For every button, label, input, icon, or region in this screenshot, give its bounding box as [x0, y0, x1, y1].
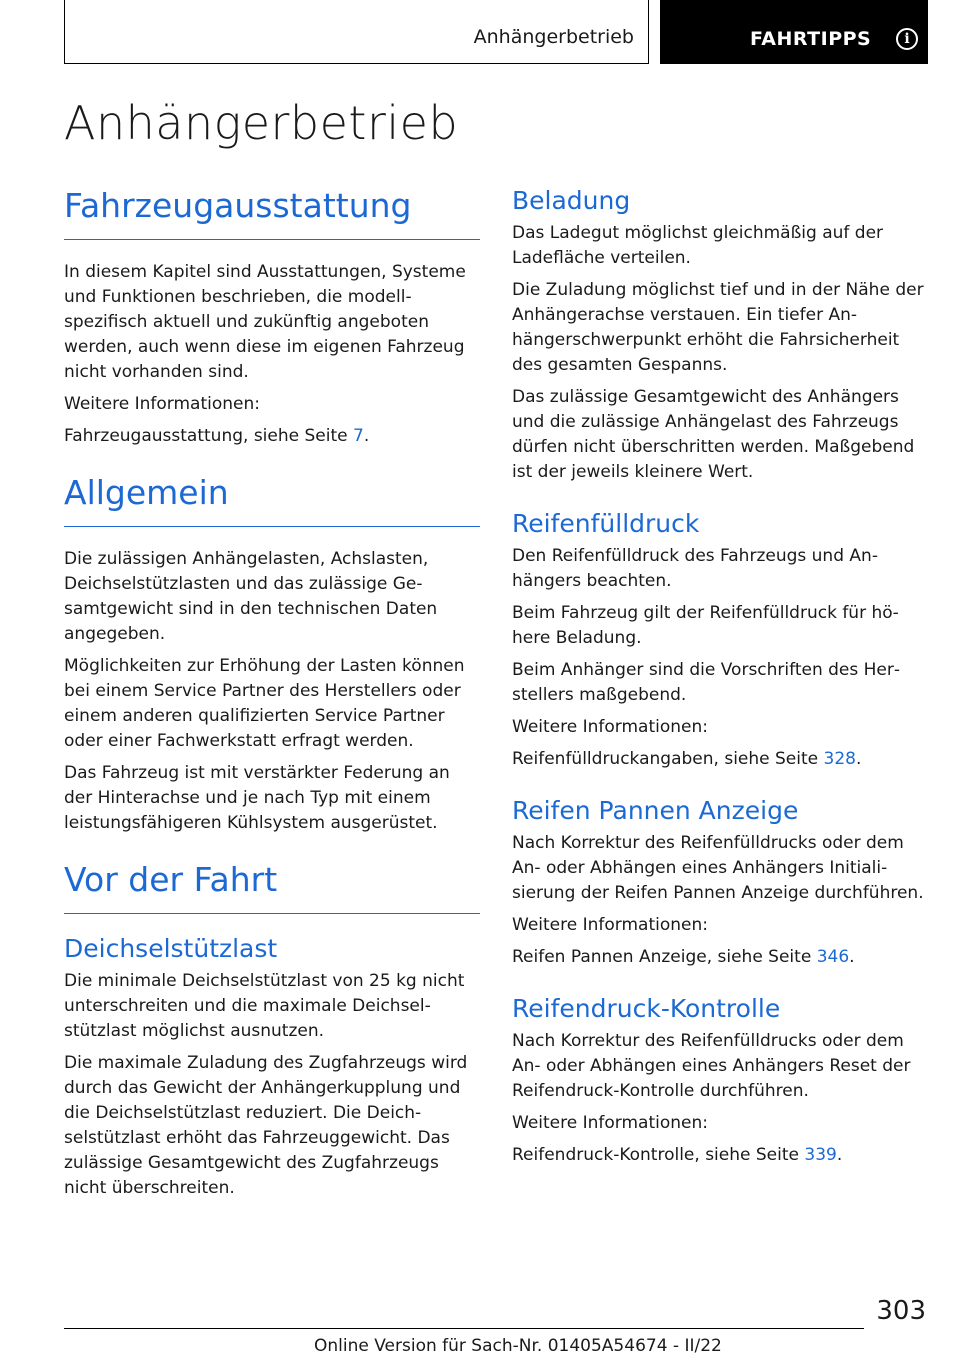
paragraph: Nach Korrektur des Reifenfülldrucks oder dem An- oder Abhängen eines Anhängers Initialisierung der Reifen Pannen Anzeige durchführen.: [512, 833, 924, 903]
page-link-339[interactable]: 339: [804, 1145, 837, 1165]
reference-text: Reifendruck-Kontrolle, siehe Seite: [512, 1145, 805, 1165]
page-title: Anhängerbetrieb: [64, 96, 459, 150]
page-link-328[interactable]: 328: [823, 749, 856, 769]
reference-end: .: [849, 947, 855, 967]
paragraph: Das zulässige Gesamtgewicht des Anhängers und die zulässige Anhängelast des Fahrzeugs dürfen nicht überschritten werden. Maßgebend ist der jeweils kleinere Wert.: [512, 387, 915, 482]
paragraph: Beim Anhänger sind die Vorschriften des Herstellers maßgebend.: [512, 660, 901, 705]
header-chapter-box: [660, 0, 928, 64]
paragraph: Das Fahrzeug ist mit verstärkter Federung an der Hinterachse und je nach Typ mit einem leistungsfähigeren Kühlsystem ausgerüstet.: [64, 763, 450, 833]
section-vor-der-fahrt: [64, 860, 480, 1201]
heading-vor-der-fahrt: Vor der Fahrt: [64, 860, 480, 914]
header-section-title: Anhängerbetrieb: [473, 26, 634, 48]
header-section-box: [64, 0, 649, 64]
section-fahrzeugausstattung: [64, 186, 480, 449]
heading-deichselstuetzlast: Deichselstützlast: [64, 934, 278, 963]
section-allgemein: [64, 473, 480, 836]
paragraph: Weitere Informationen:: [512, 915, 708, 935]
paragraph: Weitere Informationen:: [64, 394, 260, 414]
info-icon: i: [896, 28, 918, 50]
paragraph: Die minimale Deichselstützlast von 25 kg nicht unterschreiten und die maximale Deichselstützlast möglichst ausnutzen.: [64, 971, 465, 1041]
header-chapter-title: FAHRTIPPS: [750, 28, 872, 50]
reference-end: .: [363, 426, 370, 446]
heading-fahrzeugausstattung: Fahrzeugausstattung: [64, 186, 480, 240]
paragraph: Das Ladegut möglichst gleichmäßig auf der Ladefläche verteilen.: [512, 223, 884, 268]
paragraph: Die zulässigen Anhängelasten, Achslasten, Deichselstützlasten und das zulässige Gesamtgewicht sind in den technischen Daten angegeben.: [64, 549, 438, 644]
page-number: 303: [876, 1296, 926, 1326]
reference-line: [512, 1143, 928, 1168]
page-header: [64, 0, 928, 64]
heading-beladung: Beladung: [512, 186, 631, 215]
section-beladung: [512, 186, 928, 485]
paragraph: Möglichkeiten zur Erhöhung der Lasten können bei einem Service Partner des Herstellers oder einem anderen qualifizierten Service Partner oder einer Fachwerkstatt erfragt werden.: [64, 656, 465, 751]
heading-reifen-pannen-anzeige: Reifen Pannen Anzeige: [512, 796, 799, 825]
paragraph: Den Reifenfülldruck des Fahrzeugs und Anhängers beachten.: [512, 546, 878, 591]
section-reifenfuelldruck: [512, 509, 928, 772]
paragraph: Die maximale Zuladung des Zugfahrzeugs wird durch das Gewicht der Anhängerkupplung und die Deichselstützlast reduziert. Die Deichselstützlast erhöht das Fahrzeuggewicht. Das zulässige Gesamtgewicht des Zugfahrzeugs nicht überschreiten.: [64, 1053, 468, 1198]
paragraph: Weitere Informationen:: [512, 1113, 708, 1133]
reference-line: [512, 945, 928, 970]
reference-end: .: [836, 1145, 843, 1165]
footer-divider: [64, 1328, 864, 1329]
heading-allgemein: Allgemein: [64, 473, 480, 527]
section-reifen-pannen-anzeige: [512, 796, 928, 970]
paragraph: Die Zuladung möglichst tief und in der Nähe der Anhängerachse verstauen. Ein tiefer Anhängerschwerpunkt erhöht die Fahrsicherheit des gesamten Gespanns.: [512, 280, 924, 375]
heading-reifendruck-kontrolle: Reifendruck-Kontrolle: [512, 994, 781, 1023]
paragraph: In diesem Kapitel sind Ausstattungen, Systeme und Funktionen beschrieben, die modellspezifisch aktuell und zukünftig angeboten werden, auch wenn diese im eigenen Fahrzeug nicht vorhanden sind.: [64, 262, 466, 382]
reference-text: Reifen Pannen Anzeige, siehe Seite: [512, 947, 817, 967]
reference-end: .: [855, 749, 862, 769]
heading-reifenfuelldruck: Reifenfülldruck: [512, 509, 700, 538]
paragraph: Weitere Informationen:: [512, 717, 708, 737]
page-link-346[interactable]: 346: [816, 947, 850, 967]
reference-line: [64, 424, 480, 449]
reference-line: [512, 747, 928, 772]
paragraph: Beim Fahrzeug gilt der Reifenfülldruck für höhere Beladung.: [512, 603, 899, 648]
footer-text: Online Version für Sach-Nr. 01405A54674 - II/22: [314, 1336, 722, 1356]
section-reifendruck-kontrolle: [512, 994, 928, 1168]
reference-text: Fahrzeugausstattung, siehe Seite: [64, 426, 353, 446]
paragraph: Nach Korrektur des Reifenfülldrucks oder dem An- oder Abhängen eines Anhängers Reset der Reifendruck-Kontrolle durchführen.: [512, 1031, 911, 1101]
reference-text: Reifenfülldruckangaben, siehe Seite: [512, 749, 824, 769]
page-link-7[interactable]: 7: [353, 426, 364, 446]
right-column: [512, 186, 928, 1192]
left-column: [64, 186, 480, 1225]
